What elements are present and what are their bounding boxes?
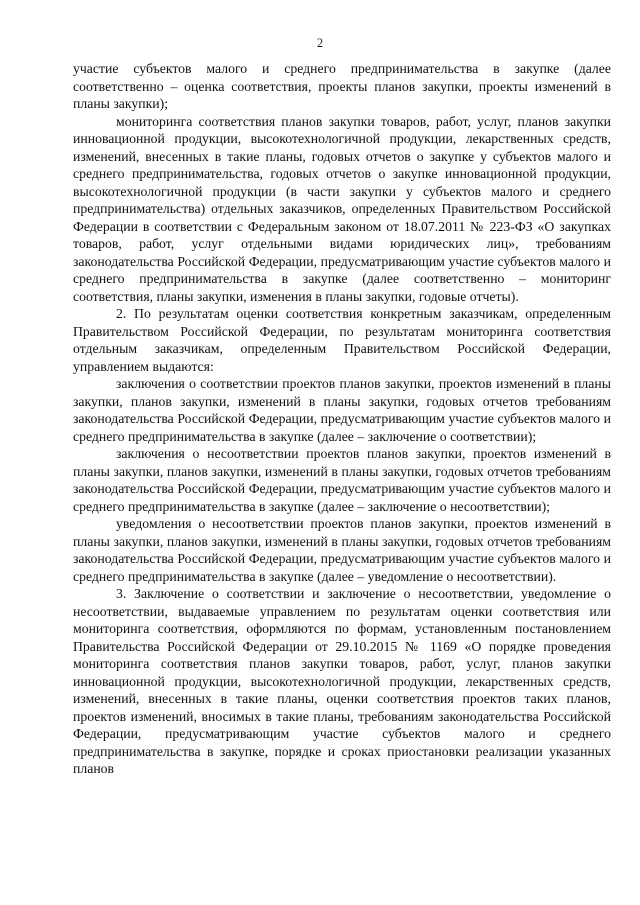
- page-number: 2: [316, 36, 324, 50]
- paragraph-item-2: 2. По результатам оценки соответствия конкретным заказчикам, определенным Правительством Российской Федерации, по результатам мониторинга соответствия отдельным заказчикам, определенным Правительством Российской Федерации, управлением выдаются:: [73, 306, 611, 374]
- paragraph-notice-noncompliance: уведомления о несоответствии проектов планов закупки, проектов изменений в планы закупки, планов закупки, изменений в планы закупки, годовых отчетов требованиям законодательства Российской Федерации, предусматривающим участие субъектов малого и среднего предпринимательства в закупке (далее – уведомление о несоответствии).: [73, 516, 611, 584]
- paragraph-conclusion-compliance: заключения о соответствии проектов планов закупки, проектов изменений в планы закупки, планов закупки, изменений в планы закупки, годовых отчетов требованиям законодательства Российской Федерации, предусматривающим участие субъектов малого и среднего предпринимательства в закупке (далее – заключение о соответствии);: [73, 376, 611, 444]
- paragraph-conclusion-noncompliance: заключения о несоответствии проектов планов закупки, проектов изменений в планы закупки, планов закупки, изменений в планы закупки, годовых отчетов требованиям законодательства Российской Федерации, предусматривающим участие субъектов малого и среднего предпринимательства в закупке (далее – заключение о несоответствии);: [73, 446, 611, 514]
- paragraph-continuation: участие субъектов малого и среднего предпринимательства в закупке (далее соответственно – оценка соответствия, проекты планов закупки, проекты изменений в планы закупки);: [73, 61, 611, 111]
- document-body: [73, 60, 611, 778]
- paragraph-item-3: 3. Заключение о соответствии и заключение о несоответствии, уведомление о несоответствии, выдаваемые управлением по результатам оценки соответствия или мониторинга соответствия, оформляются по формам, установленным постановлением Правительства Российской Федерации от 29.10.2015 № 1169 «О порядке проведения мониторинга соответствия планов закупки товаров, работ, услуг, планов закупки инновационной продукции, высокотехнологичной продукции, лекарственных средств, изменений, внесенных в такие планы, оценки соответствия проектов таких планов, проектов изменений, вносимых в такие планы, требованиям законодательства Российской Федерации, предусматривающим участие субъектов малого и среднего предпринимательства в закупке, порядке и сроках приостановки реализации указанных планов: [73, 586, 611, 776]
- paragraph-monitoring: мониторинга соответствия планов закупки товаров, работ, услуг, планов закупки инновационной продукции, высокотехнологичной продукции, лекарственных средств, изменений, внесенных в такие планы, годовых отчетов о закупке у субъектов малого и среднего предпринимательства, годовых отчетов о закупке инновационной продукции, высокотехнологичной продукции (в части закупки у субъектов малого и среднего предпринимательства) отдельных заказчиков, определенных Правительством Российской Федерации в соответствии с Федеральным законом от 18.07.2011 № 223-ФЗ «О закупках товаров, работ, услуг отдельными видами юридических лиц», требованиям законодательства Российской Федерации, предусматривающим участие субъектов малого и среднего предпринимательства в закупке (далее соответственно – мониторинг соответствия, планы закупки, изменения в планы закупки, годовые отчеты).: [73, 113, 611, 304]
